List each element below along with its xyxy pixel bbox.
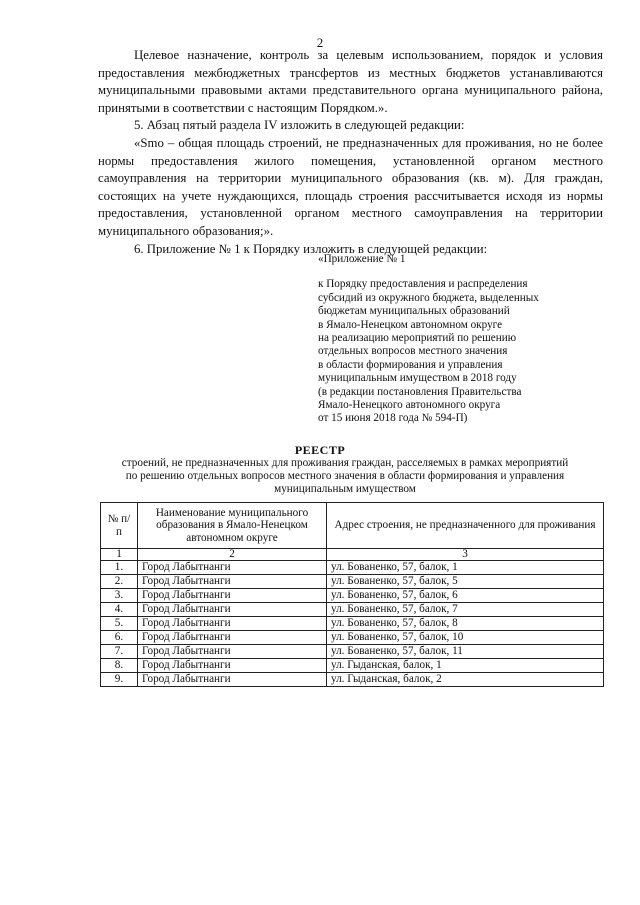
column-number: 1: [101, 549, 138, 561]
row-name: Город Лабытнанги: [138, 575, 327, 589]
table-row: [101, 603, 604, 617]
paragraph-item-6: 6. Приложение № 1 к Порядку изложить в следующей редакции:: [134, 241, 488, 256]
page-number: 2: [316, 35, 324, 50]
row-num: 5.: [101, 617, 138, 631]
row-num: 7.: [101, 645, 138, 659]
annex-line: в Ямало-Ненецком автономном округе: [318, 318, 503, 331]
annex-line: муниципальным имуществом в 2018 году: [318, 372, 517, 385]
registry-subtitle: строений, не предназначенных для проживания граждан, расселяемых в рамках мероприятий по решению отдельных вопросов местного значения в области формирования и управления муниципальным имуществом: [121, 457, 569, 495]
table-row: [101, 561, 604, 575]
table-header-row: [101, 503, 604, 549]
row-address: ул. Гыданская, балок, 2: [327, 673, 604, 687]
row-num: 8.: [101, 659, 138, 673]
annex-title: «Приложение № 1: [318, 253, 406, 265]
row-name: Город Лабытнанги: [138, 659, 327, 673]
row-num: 9.: [101, 673, 138, 687]
annex-line: бюджетам муниципальных образований: [318, 305, 510, 318]
annex-line: к Порядку предоставления и распределения: [318, 278, 528, 291]
table-row: [101, 589, 604, 603]
table-row: [101, 673, 604, 687]
row-name: Город Лабытнанги: [138, 645, 327, 659]
table-row: [101, 659, 604, 673]
row-address: ул. Бованенко, 57, балок, 5: [327, 575, 604, 589]
header-num: № п/п: [101, 503, 138, 549]
column-number: 2: [138, 549, 327, 561]
row-address: ул. Бованенко, 57, балок, 10: [327, 631, 604, 645]
annex-line: от 15 июня 2018 года № 594-П): [318, 412, 468, 425]
row-name: Город Лабытнанги: [138, 561, 327, 575]
row-address: ул. Бованенко, 57, балок, 8: [327, 617, 604, 631]
body-text: [98, 47, 603, 258]
header-name: Наименование муниципального образования в Ямало-Ненецком автономном округе: [138, 503, 327, 549]
row-address: ул. Бованенко, 57, балок, 6: [327, 589, 604, 603]
annex-line: субсидий из окружного бюджета, выделенных: [318, 291, 539, 304]
row-num: 2.: [101, 575, 138, 589]
header-address: Адрес строения, не предназначенного для проживания: [327, 503, 604, 549]
table-row: [101, 631, 604, 645]
row-address: ул. Гыданская, балок, 1: [327, 659, 604, 673]
registry-table: [100, 502, 604, 687]
annex-line: отдельных вопросов местного значения: [318, 345, 508, 358]
registry-title: РЕЕСТР: [294, 443, 346, 457]
annex-block: [318, 253, 618, 426]
row-name: Город Лабытнанги: [138, 603, 327, 617]
annex-line: на реализацию мероприятий по решению: [318, 332, 517, 345]
row-num: 3.: [101, 589, 138, 603]
row-name: Город Лабытнанги: [138, 631, 327, 645]
table-row: [101, 617, 604, 631]
row-address: ул. Бованенко, 57, балок, 11: [327, 645, 604, 659]
row-address: ул. Бованенко, 57, балок, 7: [327, 603, 604, 617]
annex-line: в области формирования и управления: [318, 358, 503, 371]
table-row: [101, 645, 604, 659]
row-num: 6.: [101, 631, 138, 645]
paragraph-purpose: Целевое назначение, контроль за целевым использованием, порядок и условия предоставления межбюджетных трансфертов из местных бюджетов устанавливаются муниципальными правовыми актами представительного органа муниципального района, принятыми в соответствии с настоящим Порядком.».: [98, 48, 603, 115]
row-name: Город Лабытнанги: [138, 589, 327, 603]
annex-line: (в редакции постановления Правительства: [318, 385, 522, 398]
row-name: Город Лабытнанги: [138, 617, 327, 631]
paragraph-smo-definition: «Smo – общая площадь строений, не предназначенных для проживания, но не более нормы предоставления жилого помещения, установленной органом местного самоуправления на территории муниципального образования (кв. м). Для граждан, состоящих на учете нуждающихся, площадь строения рассчитывается исходя из нормы предоставления, установленной органом местного самоуправления на территории муниципального образования;».: [98, 135, 603, 238]
row-num: 4.: [101, 603, 138, 617]
row-name: Город Лабытнанги: [138, 673, 327, 687]
annex-line: Ямало-Ненецкого автономного округа: [318, 399, 501, 412]
row-num: 1.: [101, 561, 138, 575]
paragraph-item-5: 5. Абзац пятый раздела IV изложить в следующей редакции:: [134, 118, 465, 133]
table-row: [101, 575, 604, 589]
column-number-row: [101, 549, 604, 561]
row-address: ул. Бованенко, 57, балок, 1: [327, 561, 604, 575]
column-number: 3: [327, 549, 604, 561]
